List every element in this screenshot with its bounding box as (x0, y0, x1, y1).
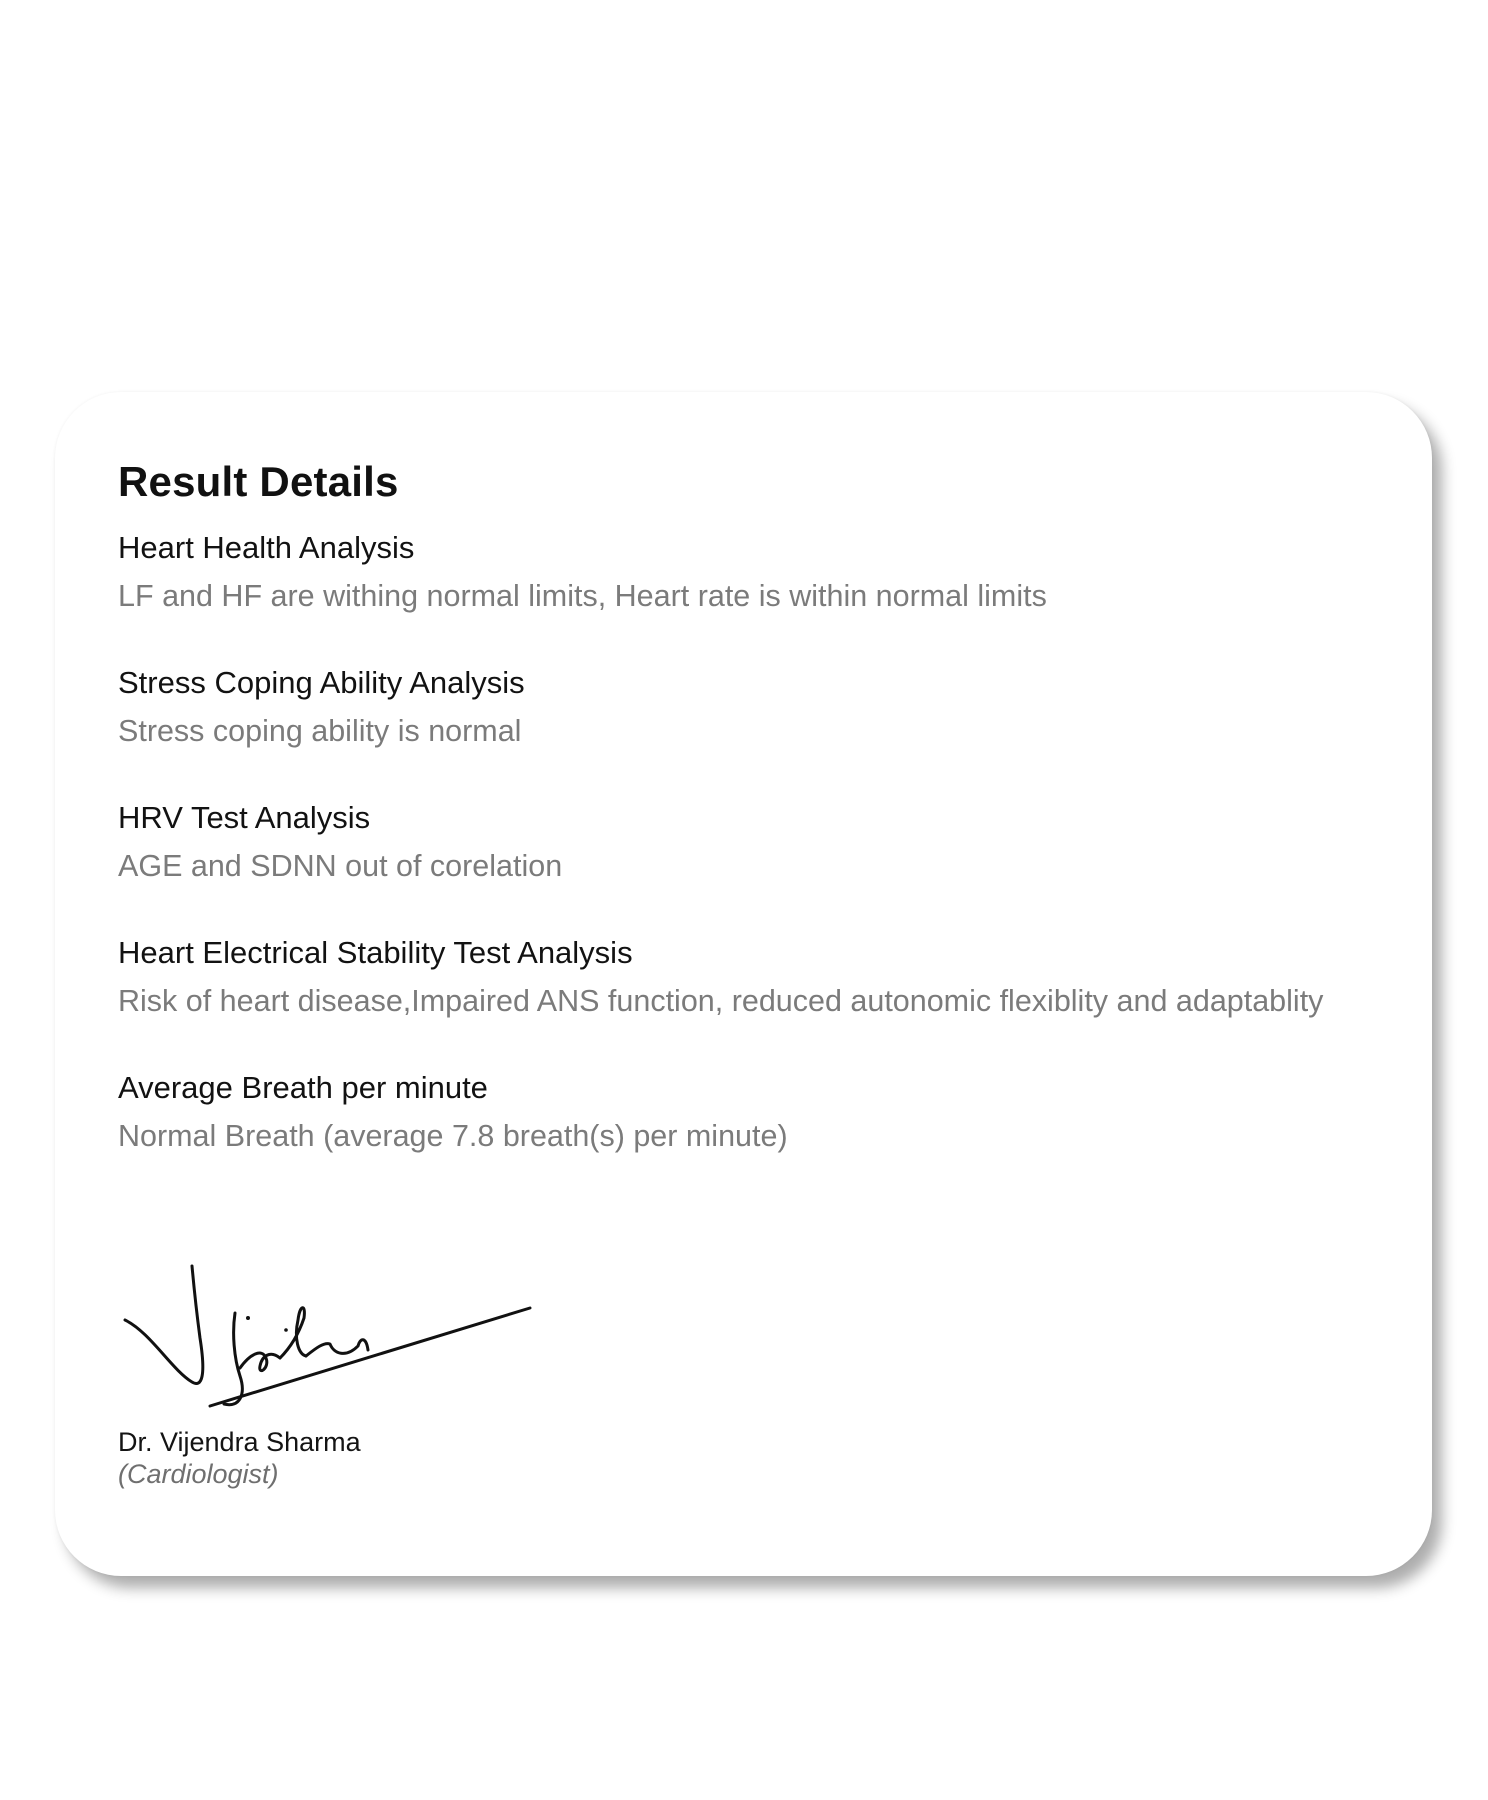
section-heading: Heart Health Analysis (118, 530, 415, 565)
section-heading: Stress Coping Ability Analysis (118, 665, 525, 700)
section-heading: Average Breath per minute (118, 1070, 488, 1105)
signature-dot (246, 1316, 250, 1320)
section-average-breath (118, 1068, 1432, 1156)
section-text: Normal Breath (average 7.8 breath(s) per minute) (118, 1119, 788, 1153)
result-details-title: Result Details (118, 458, 399, 505)
section-text: Stress coping ability is normal (118, 714, 522, 748)
section-stress-coping (118, 663, 1432, 751)
section-hrv-test (118, 798, 1432, 886)
doctor-role: (Cardiologist) (118, 1459, 279, 1489)
signature-dot (284, 1328, 288, 1332)
section-heart-health (118, 528, 1432, 616)
doctor-signature (120, 1258, 540, 1418)
doctor-name: Dr. Vijendra Sharma (118, 1427, 361, 1457)
section-text: Risk of heart disease,Impaired ANS function, reduced autonomic flexiblity and adaptablity (118, 984, 1324, 1018)
section-heading: Heart Electrical Stability Test Analysis (118, 935, 633, 970)
section-electrical-stability (118, 933, 1432, 1021)
section-heading: HRV Test Analysis (118, 800, 371, 835)
section-text: AGE and SDNN out of corelation (118, 849, 563, 883)
section-text: LF and HF are withing normal limits, Heart rate is within normal limits (118, 579, 1047, 613)
